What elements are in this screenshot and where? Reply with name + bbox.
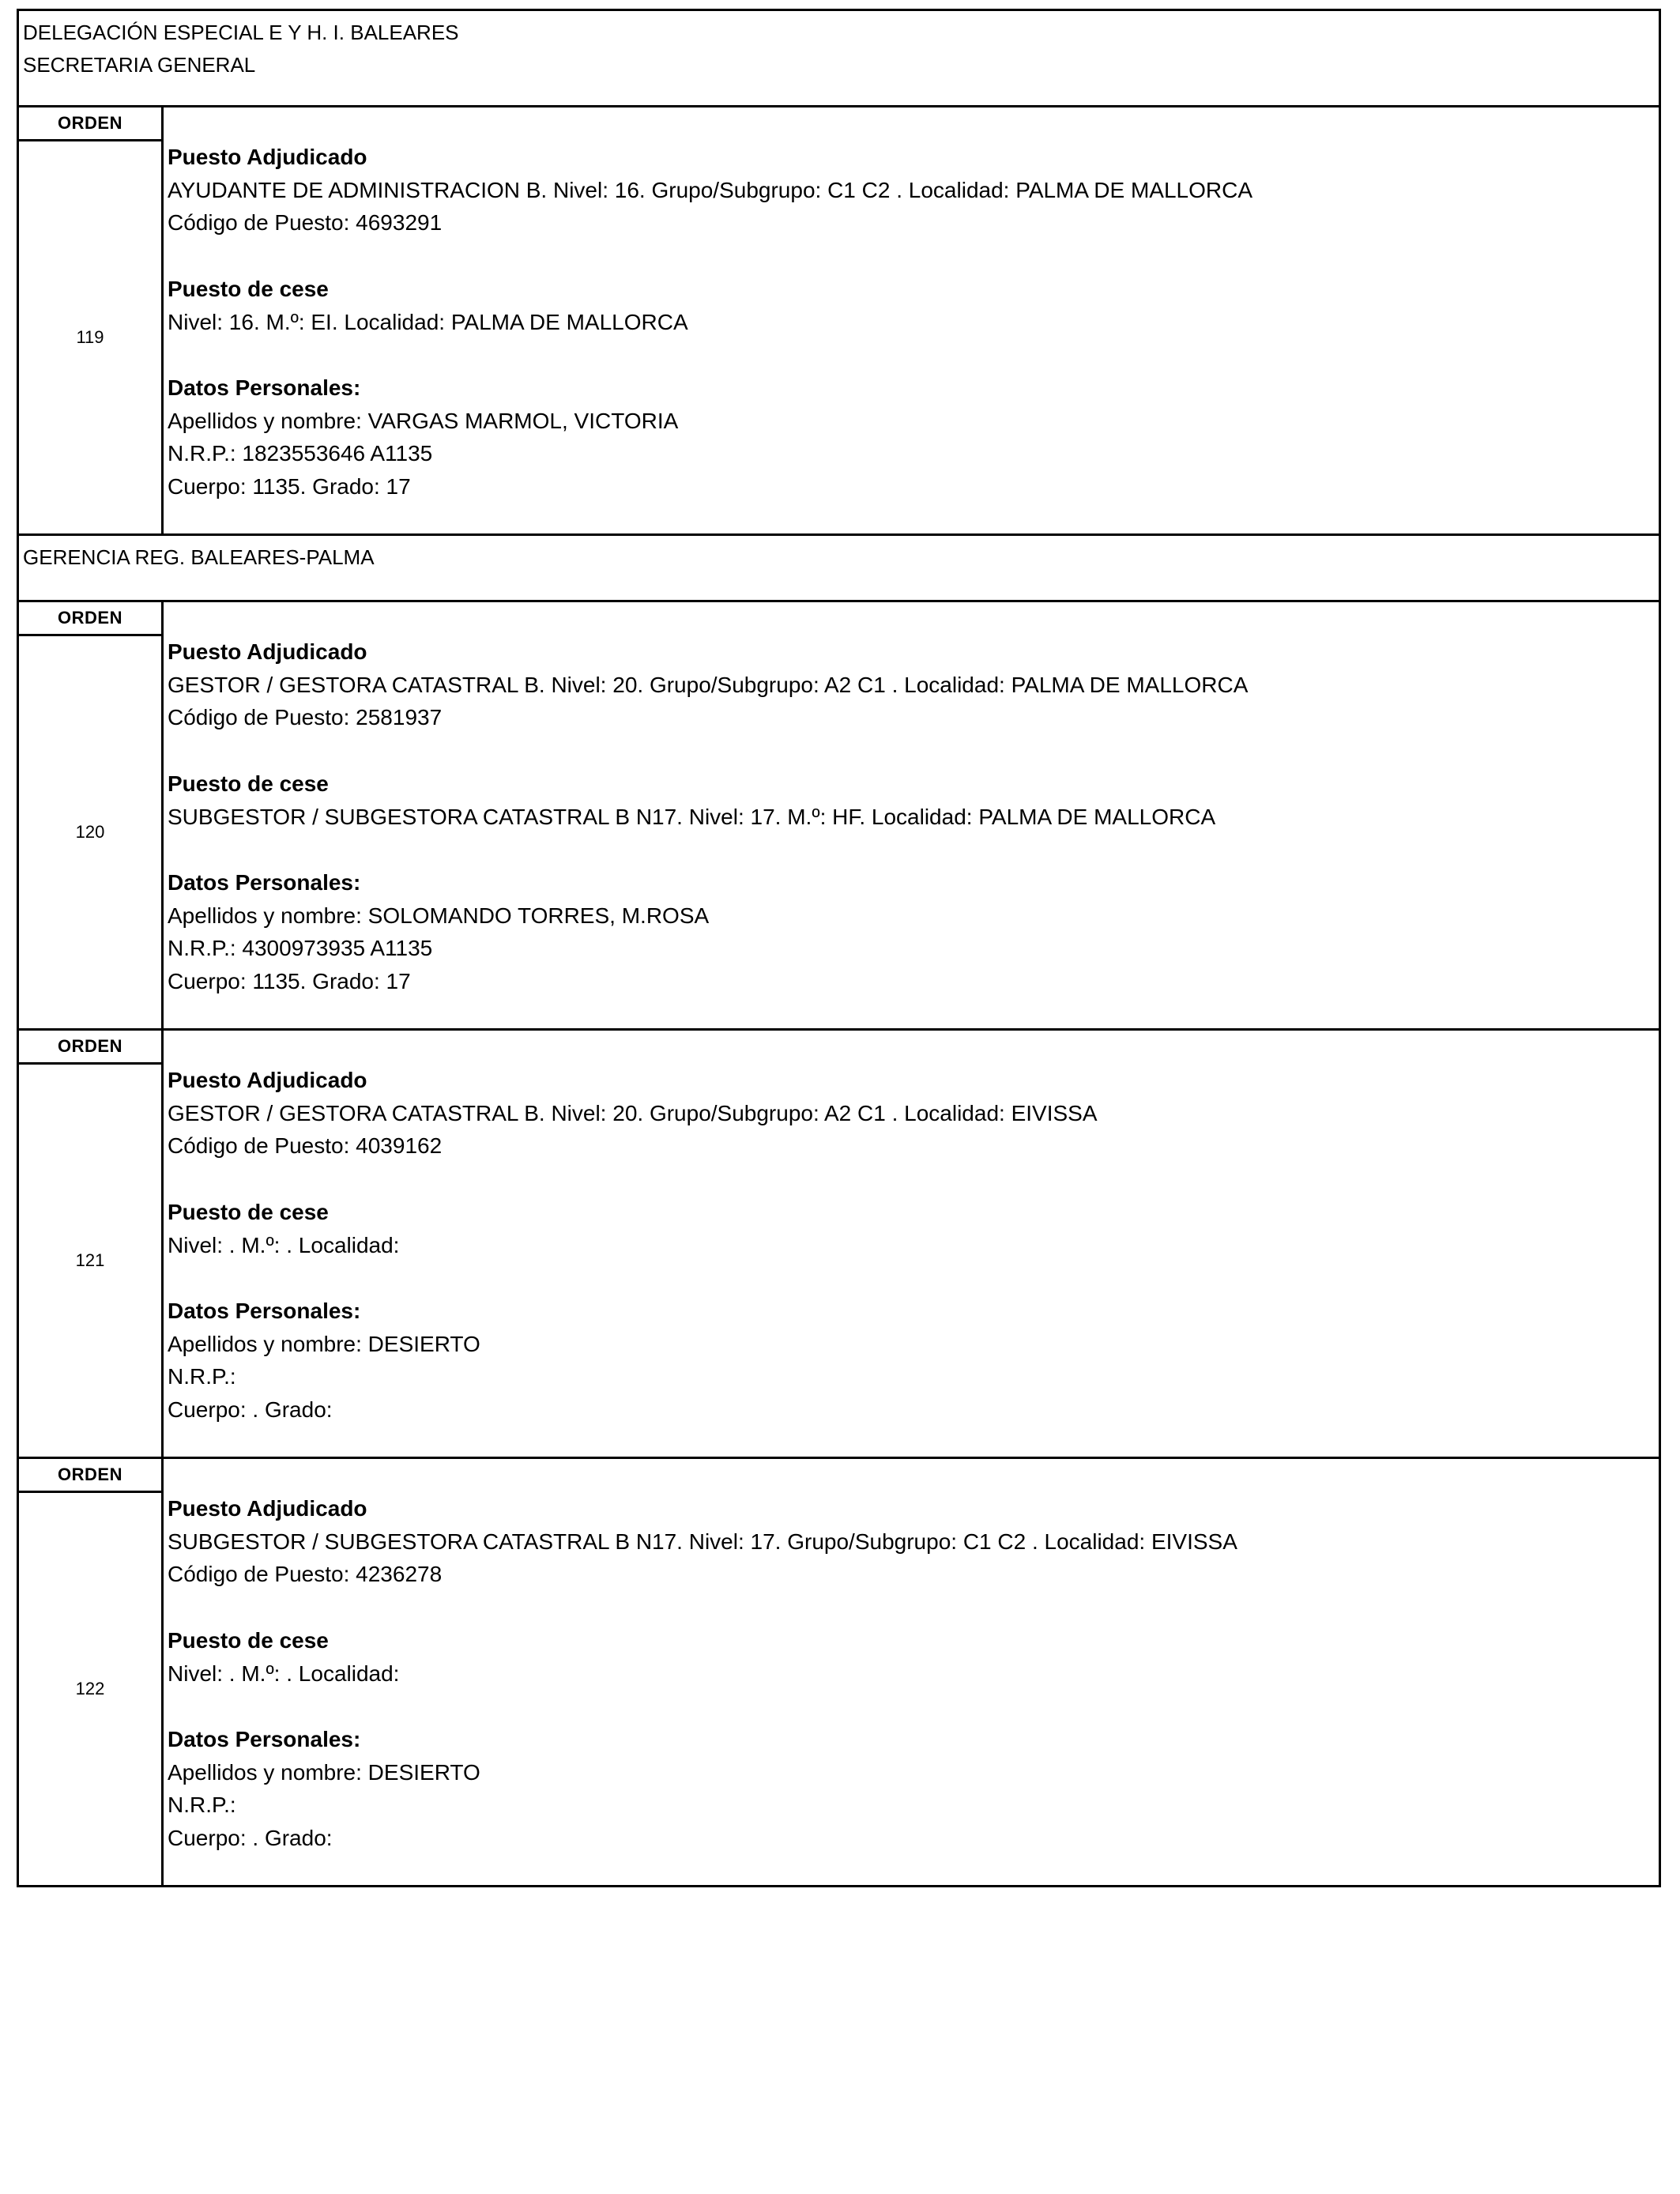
section-header-line: DELEGACIÓN ESPECIAL E Y H. I. BALEARES bbox=[23, 21, 459, 44]
nrp: N.R.P.: 1823553646 A1135 bbox=[168, 441, 433, 466]
entry-row bbox=[17, 600, 1661, 1028]
orden-number: 121 bbox=[75, 1250, 105, 1270]
codigo-puesto: Código de Puesto: 4693291 bbox=[168, 210, 443, 236]
orden-label: ORDEN bbox=[19, 107, 161, 141]
puesto-cese-heading: Puesto de cese bbox=[168, 771, 329, 796]
orden-column bbox=[19, 107, 164, 533]
section-header bbox=[17, 9, 1661, 105]
entry-details bbox=[164, 1459, 1659, 1885]
puesto-adjudicado-heading: Puesto Adjudicado bbox=[168, 1496, 367, 1521]
cuerpo-grado: Cuerpo: . Grado: bbox=[168, 1826, 333, 1850]
codigo-puesto: Código de Puesto: 2581937 bbox=[168, 705, 443, 730]
datos-personales-heading: Datos Personales: bbox=[168, 1298, 361, 1323]
entry-details bbox=[164, 602, 1659, 1028]
entry-details bbox=[164, 1031, 1659, 1457]
section-header bbox=[17, 533, 1661, 600]
entry-row bbox=[17, 105, 1661, 533]
orden-column bbox=[19, 1459, 164, 1885]
datos-personales-heading: Datos Personales: bbox=[168, 1726, 361, 1751]
puesto-cese-text: Nivel: . M.º: . Localidad: bbox=[168, 1232, 400, 1257]
puesto-adjudicado-heading: Puesto Adjudicado bbox=[168, 1068, 367, 1092]
puesto-cese-heading: Puesto de cese bbox=[168, 1199, 329, 1224]
apellidos-nombre: Apellidos y nombre: SOLOMANDO TORRES, M.ROSA bbox=[168, 903, 710, 928]
orden-number: 120 bbox=[75, 822, 105, 842]
puesto-adjudicado-text: SUBGESTOR / SUBGESTORA CATASTRAL B N17. Nivel: 17. Grupo/Subgrupo: C1 C2 . Localidad: EIVISSA bbox=[168, 1529, 1237, 1554]
puesto-cese-text: Nivel: . M.º: . Localidad: bbox=[168, 1661, 400, 1686]
apellidos-nombre: Apellidos y nombre: VARGAS MARMOL, VICTORIA bbox=[168, 408, 679, 433]
puesto-adjudicado-text: GESTOR / GESTORA CATASTRAL B. Nivel: 20. Grupo/Subgrupo: A2 C1 . Localidad: EIVISSA bbox=[168, 1100, 1098, 1125]
orden-number: 122 bbox=[75, 1679, 105, 1698]
section-header-line: GERENCIA REG. BALEARES-PALMA bbox=[23, 545, 375, 569]
nrp: N.R.P.: bbox=[168, 1793, 236, 1818]
cuerpo-grado: Cuerpo: 1135. Grado: 17 bbox=[168, 474, 411, 499]
orden-number: 119 bbox=[76, 327, 104, 347]
datos-personales-heading: Datos Personales: bbox=[168, 869, 361, 895]
entry-row bbox=[17, 1028, 1661, 1457]
datos-personales-heading: Datos Personales: bbox=[168, 375, 361, 400]
orden-column bbox=[19, 602, 164, 1028]
nrp: N.R.P.: bbox=[168, 1364, 236, 1389]
orden-column bbox=[19, 1031, 164, 1457]
puesto-adjudicado-heading: Puesto Adjudicado bbox=[168, 145, 367, 169]
puesto-cese-text: SUBGESTOR / SUBGESTORA CATASTRAL B N17. Nivel: 17. M.º: HF. Localidad: PALMA DE MALLORCA bbox=[168, 804, 1216, 829]
codigo-puesto: Código de Puesto: 4039162 bbox=[168, 1133, 443, 1159]
entry-details bbox=[164, 107, 1659, 533]
apellidos-nombre: Apellidos y nombre: DESIERTO bbox=[168, 1759, 480, 1785]
puesto-cese-heading: Puesto de cese bbox=[168, 1627, 329, 1653]
section-header-line: SECRETARIA GENERAL bbox=[23, 53, 256, 77]
cuerpo-grado: Cuerpo: 1135. Grado: 17 bbox=[168, 969, 411, 993]
document-table bbox=[17, 9, 1661, 1887]
apellidos-nombre: Apellidos y nombre: DESIERTO bbox=[168, 1331, 480, 1356]
entry-row bbox=[17, 1457, 1661, 1887]
orden-label: ORDEN bbox=[19, 1031, 161, 1065]
puesto-cese-text: Nivel: 16. M.º: EI. Localidad: PALMA DE MALLORCA bbox=[168, 309, 688, 334]
cuerpo-grado: Cuerpo: . Grado: bbox=[168, 1397, 333, 1422]
puesto-adjudicado-text: AYUDANTE DE ADMINISTRACION B. Nivel: 16. Grupo/Subgrupo: C1 C2 . Localidad: PALMA DE MALLORCA bbox=[168, 177, 1253, 202]
puesto-adjudicado-text: GESTOR / GESTORA CATASTRAL B. Nivel: 20. Grupo/Subgrupo: A2 C1 . Localidad: PALMA DE MALLORCA bbox=[168, 672, 1249, 697]
orden-label: ORDEN bbox=[19, 602, 161, 636]
puesto-adjudicado-heading: Puesto Adjudicado bbox=[168, 639, 367, 664]
puesto-cese-heading: Puesto de cese bbox=[168, 276, 329, 301]
codigo-puesto: Código de Puesto: 4236278 bbox=[168, 1562, 443, 1587]
orden-label: ORDEN bbox=[19, 1459, 161, 1493]
nrp: N.R.P.: 4300973935 A1135 bbox=[168, 936, 433, 961]
